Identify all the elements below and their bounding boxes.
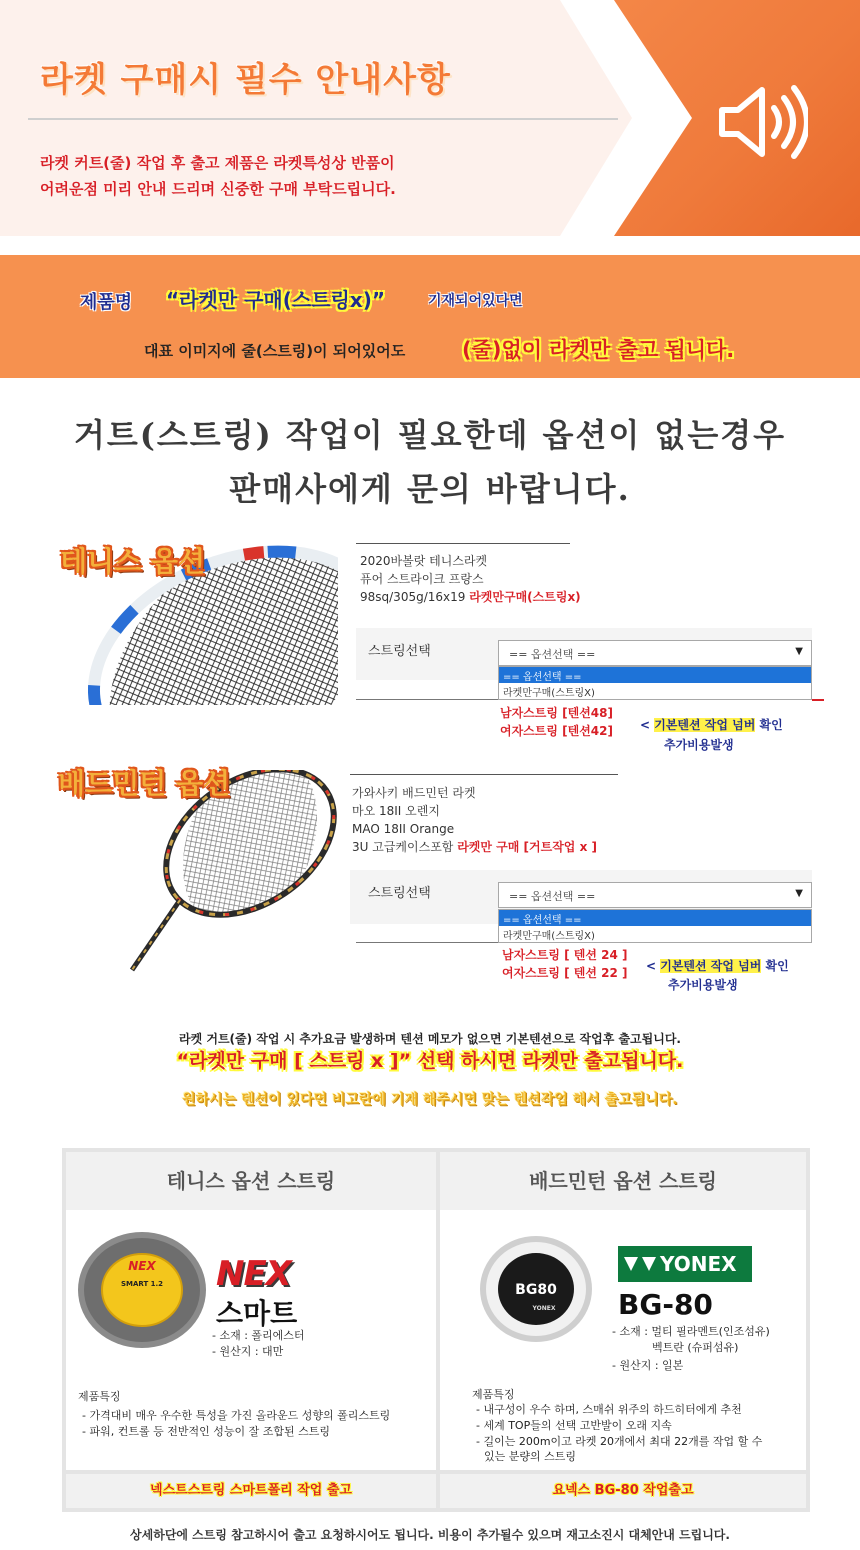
speaker-icon — [716, 82, 808, 162]
rep-image-text: 대표 이미지에 줄(스트링)이 되어있어도 — [144, 342, 406, 360]
tennis-product-line-3 — [360, 588, 581, 606]
spec-line: - 원산지 : 일본 — [612, 1359, 684, 1372]
feature-title: 제품특징 — [78, 1390, 121, 1403]
product-name-label: 제품명 — [80, 292, 133, 313]
divider — [356, 699, 498, 700]
spec-line: - 소재 : 멀티 필라멘트(인조섬유) — [612, 1325, 770, 1338]
reel-brand: NEX — [128, 1259, 156, 1273]
yonex-mark-icon — [622, 1255, 658, 1273]
tennis-string-select[interactable] — [498, 640, 812, 666]
spec-line: - 원산지 : 대만 — [212, 1345, 284, 1358]
feature-line: - 길이는 200m이고 라켓 20개에서 최대 22개를 작업 할 수 — [476, 1435, 763, 1448]
info-line-3: 원하시는 텐션이 있다면 비고란에 기재 해주시면 맞는 텐션작업 해서 출고됩니다. — [182, 1092, 678, 1108]
badminton-dropdown-list — [498, 909, 812, 943]
reel-label: BG80 — [515, 1282, 557, 1298]
divider — [436, 1152, 440, 1508]
contact-message-line-2: 판매사에게 문의 바랍니다. — [229, 470, 631, 508]
badminton-product-line-2: 마오 18II 오렌지 — [352, 804, 440, 818]
info-line-2: “라켓만 구매 [ 스트링 x ]” 선택 하시면 라켓만 출고됩니다. — [176, 1050, 684, 1072]
badminton-string-footer: 요넥스 BG-80 작업출고 — [440, 1474, 806, 1508]
tennis-dropdown-list — [498, 666, 812, 700]
feature-line: 있는 분량의 스트링 — [484, 1450, 577, 1463]
notice-title: 라켓 구매시 필수 안내사항 — [40, 60, 451, 100]
badminton-string-women: 여자스트링 [ 텐션 22 ] — [502, 966, 628, 980]
product-name-suffix: 기재되어있다면 — [428, 293, 523, 309]
nex-product-name: 스마트 — [216, 1297, 298, 1330]
tennis-string-header: 테니스 옵션 스트링 — [66, 1152, 436, 1210]
string-table — [62, 1148, 810, 1512]
bg80-product-name: BG-80 — [618, 1288, 713, 1321]
reel-brand: YONEX — [532, 1305, 556, 1312]
badminton-extra-cost-note: 추가비용발생 — [668, 978, 738, 992]
feature-title: 제품특징 — [472, 1388, 515, 1401]
tennis-option-title: 테니스 옵션 — [60, 545, 205, 578]
dropdown-option[interactable]: == 옵션선택 == — [499, 910, 811, 926]
spec-line: 벡트란 (슈퍼섬유) — [652, 1341, 739, 1354]
spec-line: - 소재 : 폴리에스터 — [212, 1329, 305, 1342]
divider — [356, 543, 570, 544]
dropdown-option[interactable]: 라켓만구매(스트링X) — [503, 688, 595, 699]
divider — [812, 699, 824, 701]
badminton-product-line-4-row — [352, 838, 597, 856]
badminton-string-select[interactable] — [498, 882, 812, 908]
bg80-reel-image — [478, 1234, 594, 1344]
feature-line: - 파워, 컨트롤 등 전반적인 성능이 잘 조합된 스트링 — [82, 1425, 330, 1438]
tennis-product-line-2: 퓨어 스트라이크 프랑스 — [360, 572, 484, 586]
badminton-string-header: 배드민턴 옵션 스트링 — [440, 1152, 806, 1210]
note-highlight: 기본텐션 작업 넘버 — [660, 959, 762, 973]
note-prefix: < — [646, 959, 661, 973]
tennis-racket-only-label: 라켓만구매(스트링x) — [469, 590, 581, 604]
badminton-string-men: 남자스트링 [ 텐션 24 ] — [502, 948, 628, 962]
tennis-string-women: 여자스트링 [텐션42] — [500, 724, 613, 738]
badminton-product-line-1: 가와사키 배드민턴 라켓 — [352, 786, 476, 800]
tennis-string-men: 남자스트링 [텐션48] — [500, 706, 613, 720]
yonex-logo — [618, 1246, 752, 1282]
nex-logo: NEX — [216, 1254, 291, 1294]
badminton-product-line-4: 3U 고급케이스포함 — [352, 840, 454, 854]
badminton-racket-only-label: 라켓만 구매 [거트작업 x ] — [457, 840, 597, 854]
notice-line-2: 어려운점 미리 안내 드리며 신중한 구매 부탁드립니다. — [40, 180, 396, 198]
tennis-tension-note — [640, 716, 783, 733]
badminton-racket-image — [100, 770, 340, 985]
divider — [28, 118, 618, 120]
dropdown-option[interactable]: 라켓만구매(스트링X) — [503, 931, 595, 942]
note-suffix: 확인 — [761, 959, 789, 973]
dropdown-option[interactable]: == 옵션선택 == — [499, 667, 811, 683]
chevron-down-icon: ▼ — [795, 888, 803, 899]
tennis-extra-cost-note: 추가비용발생 — [664, 738, 734, 752]
select-value: == 옵션선택 == — [509, 890, 596, 903]
tennis-option-label: 스트링선택 — [368, 644, 431, 659]
notice-line-1: 라켓 커트(줄) 작업 후 출고 제품은 라켓특성상 반품이 — [40, 154, 395, 172]
info-line-1: 라켓 거트(줄) 작업 시 추가요금 발생하며 텐션 메모가 없으면 기본텐션으로 작업후 출고됩니다. — [179, 1032, 681, 1046]
tennis-string-footer: 넥스트스트링 스마트폴리 작업 출고 — [66, 1474, 436, 1508]
divider — [356, 942, 498, 943]
badminton-option-title: 배드민턴 옵션 — [58, 767, 231, 800]
contact-message-line-1: 거트(스트링) 작업이 필요한데 옵션이 없는경우 — [73, 416, 787, 454]
nex-reel-image — [76, 1230, 208, 1350]
reel-label: SMART 1.2 — [120, 1280, 164, 1288]
badminton-product-line-3: MAO 18II Orange — [352, 822, 455, 836]
footer-note: 상세하단에 스트링 참고하시어 출고 요청하시어도 됩니다. 비용이 추가될수 있으며 재고소진시 대체안내 드립니다. — [130, 1528, 730, 1542]
select-value: == 옵션선택 == — [509, 648, 596, 661]
badminton-option-label: 스트링선택 — [368, 886, 431, 901]
tennis-product-line-1: 2020바볼랏 테니스라켓 — [360, 554, 488, 568]
feature-line: - 가격대비 매우 우수한 특성을 가진 올라운드 성향의 폴리스트링 — [82, 1409, 391, 1422]
chevron-down-icon: ▼ — [795, 646, 803, 657]
feature-line: - 세계 TOP들의 선택 고반발이 오래 지속 — [476, 1419, 672, 1432]
tennis-product-spec: 98sq/305g/16x19 — [360, 590, 466, 604]
feature-line: - 내구성이 우수 하며, 스매쉬 위주의 하드히터에게 추천 — [476, 1403, 742, 1416]
badminton-tension-note — [646, 957, 789, 974]
note-highlight: 기본텐션 작업 넘버 — [654, 718, 756, 732]
yonex-wordmark: YONEX — [660, 1252, 737, 1276]
note-prefix: < — [640, 718, 655, 732]
note-suffix: 확인 — [755, 718, 783, 732]
rep-image-strong: (줄)없이 라켓만 출고 됩니다. — [462, 338, 735, 362]
divider — [350, 774, 618, 775]
product-name-quote: “라켓만 구매(스트링x)” — [166, 288, 385, 312]
